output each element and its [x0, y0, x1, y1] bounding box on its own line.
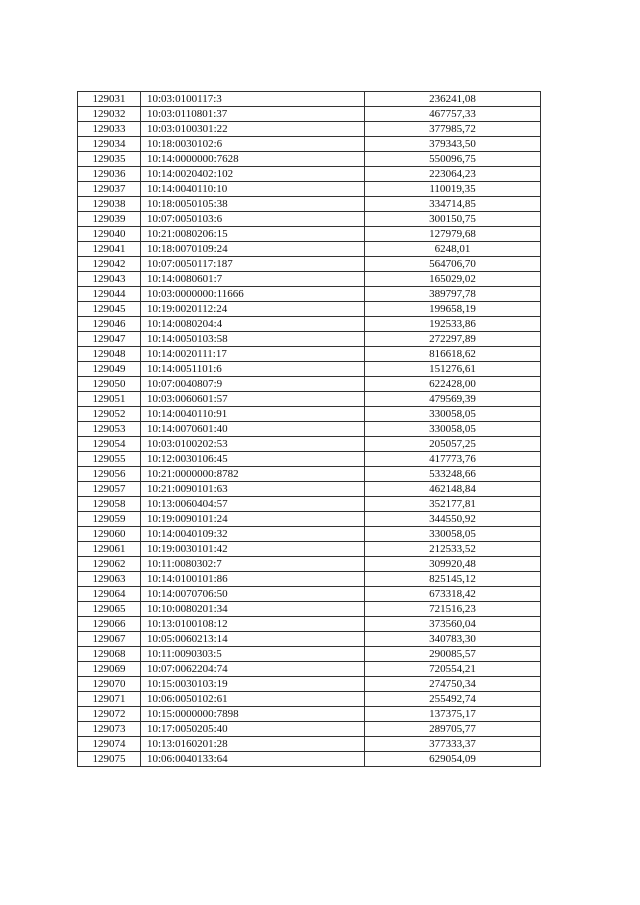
value-cell: 673318,42 — [365, 587, 541, 602]
value-cell: 212533,52 — [365, 542, 541, 557]
row-number-cell: 129054 — [78, 437, 141, 452]
table-row — [78, 212, 541, 227]
value-cell: 389797,78 — [365, 287, 541, 302]
value-cell: 816618,62 — [365, 347, 541, 362]
table-row — [78, 347, 541, 362]
value-cell: 720554,21 — [365, 662, 541, 677]
cadastral-number-cell: 10:03:0100301:22 — [141, 122, 365, 137]
cadastral-number-cell: 10:21:0090101:63 — [141, 482, 365, 497]
cadastral-number-cell: 10:14:0040110:10 — [141, 182, 365, 197]
row-number-cell: 129042 — [78, 257, 141, 272]
row-number-cell: 129040 — [78, 227, 141, 242]
row-number-cell: 129067 — [78, 632, 141, 647]
cadastral-number-cell: 10:21:0000000:8782 — [141, 467, 365, 482]
table-row — [78, 107, 541, 122]
value-cell: 550096,75 — [365, 152, 541, 167]
table-row — [78, 662, 541, 677]
row-number-cell: 129039 — [78, 212, 141, 227]
table-row — [78, 242, 541, 257]
value-cell: 300150,75 — [365, 212, 541, 227]
table-row — [78, 152, 541, 167]
row-number-cell: 129064 — [78, 587, 141, 602]
table-row — [78, 122, 541, 137]
cadastral-number-cell: 10:19:0030101:42 — [141, 542, 365, 557]
row-number-cell: 129063 — [78, 572, 141, 587]
table-row — [78, 722, 541, 737]
value-cell: 205057,25 — [365, 437, 541, 452]
value-cell: 479569,39 — [365, 392, 541, 407]
value-cell: 151276,61 — [365, 362, 541, 377]
table-row — [78, 692, 541, 707]
cadastral-number-cell: 10:12:0030106:45 — [141, 452, 365, 467]
value-cell: 165029,02 — [365, 272, 541, 287]
cadastral-number-cell: 10:06:0040133:64 — [141, 752, 365, 767]
cadastral-number-cell: 10:07:0050103:6 — [141, 212, 365, 227]
row-number-cell: 129072 — [78, 707, 141, 722]
cadastral-number-cell: 10:14:0100101:86 — [141, 572, 365, 587]
table-row — [78, 182, 541, 197]
cadastral-number-cell: 10:15:0000000:7898 — [141, 707, 365, 722]
cadastral-number-cell: 10:14:0070601:40 — [141, 422, 365, 437]
table-row — [78, 377, 541, 392]
cadastral-number-cell: 10:18:0050105:38 — [141, 197, 365, 212]
value-cell: 6248,01 — [365, 242, 541, 257]
row-number-cell: 129051 — [78, 392, 141, 407]
value-cell: 289705,77 — [365, 722, 541, 737]
row-number-cell: 129036 — [78, 167, 141, 182]
cadastral-number-cell: 10:03:0060601:57 — [141, 392, 365, 407]
value-cell: 290085,57 — [365, 647, 541, 662]
table-row — [78, 602, 541, 617]
value-cell: 330058,05 — [365, 527, 541, 542]
row-number-cell: 129058 — [78, 497, 141, 512]
table-row — [78, 587, 541, 602]
cadastral-number-cell: 10:13:0100108:12 — [141, 617, 365, 632]
table-row — [78, 227, 541, 242]
cadastral-number-cell: 10:17:0050205:40 — [141, 722, 365, 737]
cadastral-number-cell: 10:14:0080204:4 — [141, 317, 365, 332]
value-cell: 223064,23 — [365, 167, 541, 182]
cadastral-number-cell: 10:06:0050102:61 — [141, 692, 365, 707]
table-row — [78, 257, 541, 272]
cadastral-number-cell: 10:11:0080302:7 — [141, 557, 365, 572]
row-number-cell: 129056 — [78, 467, 141, 482]
value-cell: 825145,12 — [365, 572, 541, 587]
row-number-cell: 129060 — [78, 527, 141, 542]
row-number-cell: 129033 — [78, 122, 141, 137]
registry-table-body — [78, 92, 541, 767]
table-row — [78, 287, 541, 302]
row-number-cell: 129049 — [78, 362, 141, 377]
table-row — [78, 137, 541, 152]
row-number-cell: 129052 — [78, 407, 141, 422]
cadastral-number-cell: 10:07:0040807:9 — [141, 377, 365, 392]
table-row — [78, 512, 541, 527]
table-row — [78, 572, 541, 587]
row-number-cell: 129034 — [78, 137, 141, 152]
row-number-cell: 129045 — [78, 302, 141, 317]
cadastral-number-cell: 10:05:0060213:14 — [141, 632, 365, 647]
table-row — [78, 482, 541, 497]
cadastral-number-cell: 10:14:0020402:102 — [141, 167, 365, 182]
row-number-cell: 129057 — [78, 482, 141, 497]
row-number-cell: 129043 — [78, 272, 141, 287]
value-cell: 622428,00 — [365, 377, 541, 392]
table-row — [78, 542, 541, 557]
row-number-cell: 129035 — [78, 152, 141, 167]
cadastral-number-cell: 10:03:0110801:37 — [141, 107, 365, 122]
cadastral-number-cell: 10:21:0080206:15 — [141, 227, 365, 242]
value-cell: 377985,72 — [365, 122, 541, 137]
value-cell: 137375,17 — [365, 707, 541, 722]
value-cell: 629054,09 — [365, 752, 541, 767]
cadastral-number-cell: 10:03:0000000:11666 — [141, 287, 365, 302]
table-row — [78, 737, 541, 752]
cadastral-number-cell: 10:07:0050117:187 — [141, 257, 365, 272]
row-number-cell: 129066 — [78, 617, 141, 632]
cadastral-number-cell: 10:14:0070706:50 — [141, 587, 365, 602]
row-number-cell: 129071 — [78, 692, 141, 707]
cadastral-number-cell: 10:14:0050103:58 — [141, 332, 365, 347]
row-number-cell: 129068 — [78, 647, 141, 662]
row-number-cell: 129069 — [78, 662, 141, 677]
table-row — [78, 677, 541, 692]
cadastral-number-cell: 10:07:0062204:74 — [141, 662, 365, 677]
row-number-cell: 129059 — [78, 512, 141, 527]
value-cell: 272297,89 — [365, 332, 541, 347]
table-row — [78, 422, 541, 437]
table-row — [78, 452, 541, 467]
cadastral-number-cell: 10:13:0060404:57 — [141, 497, 365, 512]
value-cell: 192533,86 — [365, 317, 541, 332]
table-row — [78, 362, 541, 377]
table-row — [78, 497, 541, 512]
value-cell: 110019,35 — [365, 182, 541, 197]
value-cell: 330058,05 — [365, 422, 541, 437]
value-cell: 352177,81 — [365, 497, 541, 512]
table-row — [78, 392, 541, 407]
cadastral-number-cell: 10:11:0090303:5 — [141, 647, 365, 662]
row-number-cell: 129075 — [78, 752, 141, 767]
row-number-cell: 129032 — [78, 107, 141, 122]
row-number-cell: 129038 — [78, 197, 141, 212]
table-row — [78, 437, 541, 452]
cadastral-number-cell: 10:10:0080201:34 — [141, 602, 365, 617]
row-number-cell: 129041 — [78, 242, 141, 257]
row-number-cell: 129061 — [78, 542, 141, 557]
value-cell: 309920,48 — [365, 557, 541, 572]
cadastral-number-cell: 10:14:0020111:17 — [141, 347, 365, 362]
value-cell: 255492,74 — [365, 692, 541, 707]
table-row — [78, 332, 541, 347]
value-cell: 344550,92 — [365, 512, 541, 527]
cadastral-number-cell: 10:14:0040109:32 — [141, 527, 365, 542]
value-cell: 330058,05 — [365, 407, 541, 422]
row-number-cell: 129050 — [78, 377, 141, 392]
row-number-cell: 129073 — [78, 722, 141, 737]
table-row — [78, 197, 541, 212]
registry-table — [77, 91, 541, 767]
cadastral-number-cell: 10:14:0040110:91 — [141, 407, 365, 422]
value-cell: 564706,70 — [365, 257, 541, 272]
table-row — [78, 272, 541, 287]
row-number-cell: 129037 — [78, 182, 141, 197]
value-cell: 340783,30 — [365, 632, 541, 647]
row-number-cell: 129053 — [78, 422, 141, 437]
row-number-cell: 129048 — [78, 347, 141, 362]
cadastral-number-cell: 10:18:0070109:24 — [141, 242, 365, 257]
table-row — [78, 407, 541, 422]
row-number-cell: 129031 — [78, 92, 141, 107]
table-row — [78, 92, 541, 107]
value-cell: 236241,08 — [365, 92, 541, 107]
cadastral-number-cell: 10:03:0100202:53 — [141, 437, 365, 452]
value-cell: 533248,66 — [365, 467, 541, 482]
cadastral-number-cell: 10:14:0051101:6 — [141, 362, 365, 377]
value-cell: 199658,19 — [365, 302, 541, 317]
table-row — [78, 167, 541, 182]
cadastral-number-cell: 10:13:0160201:28 — [141, 737, 365, 752]
value-cell: 373560,04 — [365, 617, 541, 632]
cadastral-number-cell: 10:19:0020112:24 — [141, 302, 365, 317]
row-number-cell: 129055 — [78, 452, 141, 467]
table-row — [78, 752, 541, 767]
value-cell: 462148,84 — [365, 482, 541, 497]
row-number-cell: 129047 — [78, 332, 141, 347]
cadastral-number-cell: 10:14:0000000:7628 — [141, 152, 365, 167]
value-cell: 467757,33 — [365, 107, 541, 122]
table-row — [78, 707, 541, 722]
table-row — [78, 617, 541, 632]
value-cell: 379343,50 — [365, 137, 541, 152]
row-number-cell: 129070 — [78, 677, 141, 692]
cadastral-number-cell: 10:14:0080601:7 — [141, 272, 365, 287]
value-cell: 377333,37 — [365, 737, 541, 752]
table-row — [78, 632, 541, 647]
row-number-cell: 129074 — [78, 737, 141, 752]
value-cell: 334714,85 — [365, 197, 541, 212]
row-number-cell: 129062 — [78, 557, 141, 572]
row-number-cell: 129044 — [78, 287, 141, 302]
cadastral-number-cell: 10:18:0030102:6 — [141, 137, 365, 152]
value-cell: 127979,68 — [365, 227, 541, 242]
table-row — [78, 647, 541, 662]
table-row — [78, 557, 541, 572]
cadastral-number-cell: 10:19:0090101:24 — [141, 512, 365, 527]
row-number-cell: 129065 — [78, 602, 141, 617]
value-cell: 721516,23 — [365, 602, 541, 617]
cadastral-number-cell: 10:03:0100117:3 — [141, 92, 365, 107]
table-row — [78, 302, 541, 317]
table-row — [78, 317, 541, 332]
table-row — [78, 527, 541, 542]
row-number-cell: 129046 — [78, 317, 141, 332]
cadastral-number-cell: 10:15:0030103:19 — [141, 677, 365, 692]
table-row — [78, 467, 541, 482]
value-cell: 274750,34 — [365, 677, 541, 692]
value-cell: 417773,76 — [365, 452, 541, 467]
